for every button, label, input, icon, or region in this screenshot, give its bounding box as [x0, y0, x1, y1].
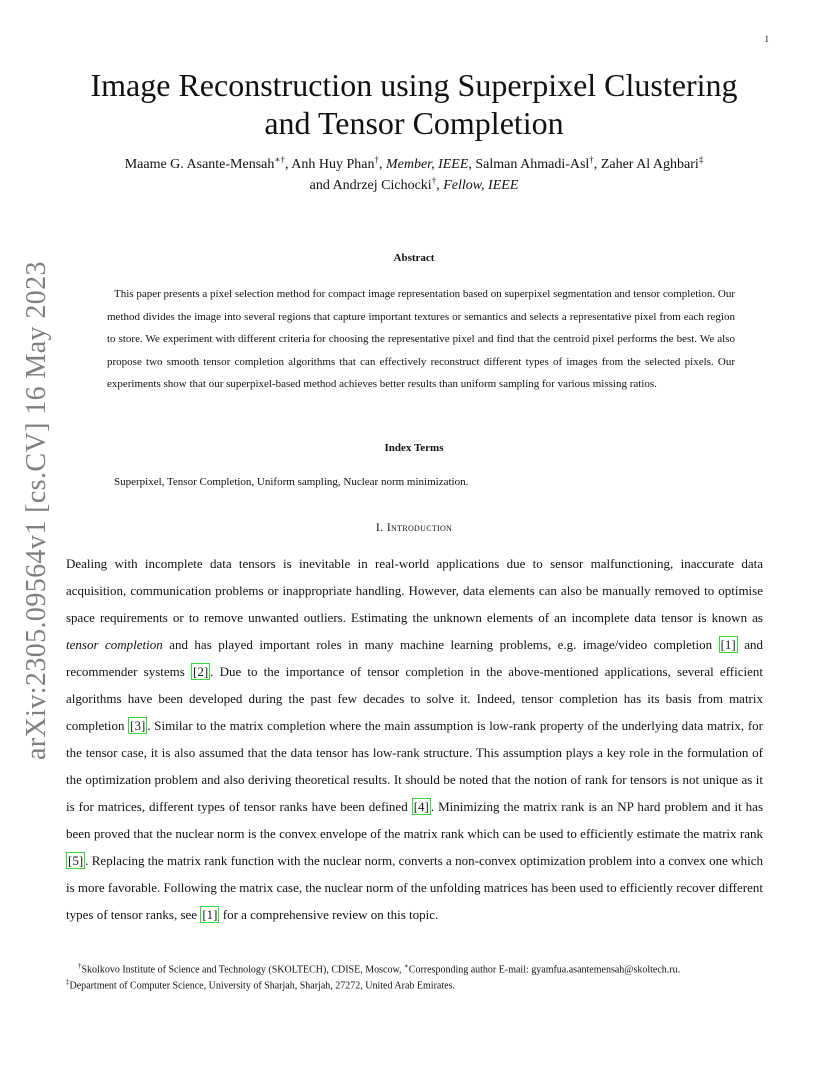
text-run: . Similar to the matrix completion where the main assumption is low-rank property of the underlying data matrix, for the tensor case, it is also assumed that the data tensor has low-rank structure. This assumption plays a key role in the formulation of the optimization problem and also deriving theoretical results. It should be noted that the notion of rank for tensors is not unique as it is for matrices, different types of tensor ranks have been defined — [66, 718, 763, 814]
section-numeral: I. — [375, 520, 384, 534]
text-run: . Due to the importance of tensor completion in the above-mentioned applications, several efficient algorithms have been developed during the past few decades to solve it. Indeed, tensor completion has its basis from matrix completion — [66, 664, 763, 733]
author-list: Maame G. Asante-Mensah∗†, Anh Huy Phan†, Member, IEEE, Salman Ahmadi-Asl†, Zaher Al Aghbari‡ and Andrzej Cichocki†, Fellow, IEEE — [124, 154, 704, 193]
title-line-2: and Tensor Completion — [264, 105, 564, 141]
citation-link[interactable]: [2] — [192, 664, 209, 679]
abstract-heading: Abstract — [393, 252, 435, 264]
affiliation-mark: ∗† — [274, 154, 285, 165]
text-run: Dealing with incomplete data tensors is inevitable in real-world applications due to sensor malfunctioning, inaccurate data acquisition, communication problems or inappropriate handling. However, data elements can also be manually removed to optimise space requirements or to remove unwanted outliers. Estimating the unknown elements of an incomplete data tensor is known as — [66, 556, 763, 625]
author-name: and Andrzej Cichocki — [309, 178, 432, 193]
citation-link[interactable]: [3] — [130, 718, 146, 733]
footnote-mark: ∗ — [404, 962, 409, 970]
paper-title — [40, 66, 788, 142]
citation-link[interactable]: [5] — [68, 853, 84, 868]
author-role: Fellow, IEEE — [443, 178, 519, 193]
page-number: 1 — [764, 34, 769, 44]
footnote-text: Skolkovo Institute of Science and Technology (SKOLTECH), CDISE, Moscow, — [81, 964, 405, 976]
affiliation-mark: † — [589, 154, 594, 165]
introduction-heading — [40, 520, 788, 535]
footnote-text: Corresponding author E-mail: gyamfua.asantemensah@skoltech.ru. — [408, 964, 681, 976]
footnotes — [66, 960, 763, 993]
author-role: Member, IEEE — [385, 157, 469, 172]
title-line-1: Image Reconstruction using Superpixel Clustering — [90, 67, 738, 103]
section-title: Introduction — [386, 520, 453, 534]
text-run: and has played important roles in many machine learning problems, e.g. image/video completion — [162, 637, 719, 652]
citation-link[interactable]: [4] — [413, 799, 429, 814]
footnote-text: Department of Computer Science, University of Sharjah, Sharjah, 27272, United Arab Emirates. — [69, 980, 455, 992]
introduction-paragraph — [66, 550, 763, 928]
footnote-mark: † — [78, 962, 82, 970]
emphasis: tensor completion — [66, 637, 163, 652]
index-terms-heading: Index Terms — [384, 442, 444, 454]
text-run: for a comprehensive review on this topic. — [219, 907, 439, 922]
arxiv-identifier-stamp: arXiv:2305.09564v1 [cs.CV] 16 May 2023 — [21, 261, 52, 760]
author-name: Anh Huy Phan — [291, 157, 375, 172]
text-run: and recommender systems — [66, 637, 763, 679]
footnote-affiliation-2 — [66, 976, 763, 992]
citation-link[interactable]: [1] — [202, 907, 218, 922]
footnote-affiliation-1 — [66, 960, 763, 976]
affiliation-mark: † — [374, 154, 379, 165]
affiliation-mark: † — [431, 175, 437, 186]
citation-link[interactable]: [1] — [720, 637, 736, 652]
author-name: Salman Ahmadi-Asl — [475, 157, 590, 172]
text-run: . Minimizing the matrix rank is an NP hard problem and it has been proved that the nuclear norm is the convex envelope of the matrix rank which can be used to efficiently estimate the matrix rank — [66, 799, 764, 841]
footnote-mark: ‡ — [66, 978, 70, 987]
index-terms-text: Superpixel, Tensor Completion, Uniform sampling, Nuclear norm minimization. — [114, 476, 469, 488]
author-name: Zaher Al Aghbari — [600, 157, 699, 172]
affiliation-mark: ‡ — [698, 154, 704, 165]
author-name: Maame G. Asante-Mensah — [124, 157, 275, 172]
text-run: . Replacing the matrix rank function with the nuclear norm, converts a non-convex optimization problem into a convex one which is more favorable. Following the matrix case, the nuclear norm of the unfolding matrices has been used to efficiently recover different types of tensor ranks, see — [66, 853, 763, 922]
abstract-text: This paper presents a pixel selection method for compact image representation based on superpixel segmentation and tensor completion. Our method divides the image into several regions that capture important textures or semantics and selects a representative pixel from each region to store. We experiment with different criteria for choosing the representative pixel and find that the centroid pixel performs the best. We also propose two smooth tensor completion algorithms that can effectively reconstruct different types of images from the selected pixels. Our experiments show that our superpixel-based method achieves better results than uniform sampling for various missing ratios. — [107, 288, 735, 390]
